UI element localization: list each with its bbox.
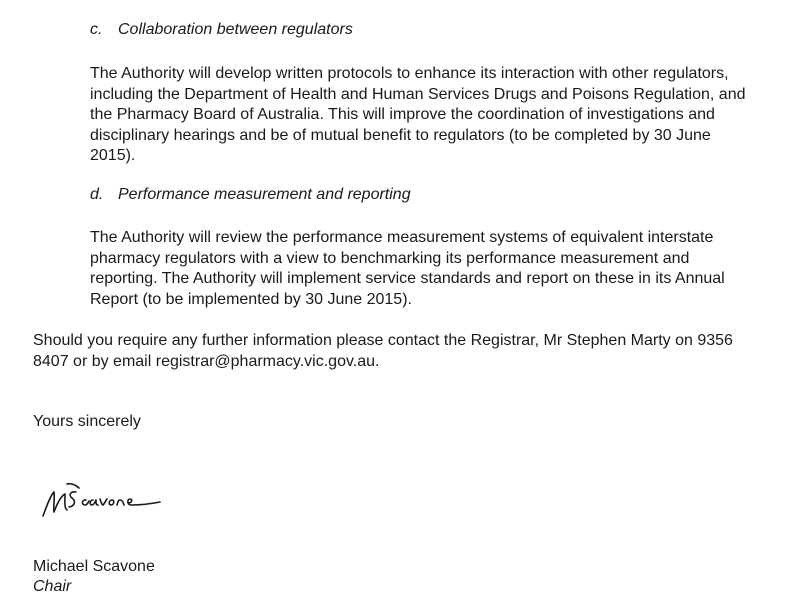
- section-c-heading: [90, 20, 353, 40]
- section-c-title: Collaboration between regulators: [118, 21, 353, 38]
- section-d-paragraph: [90, 228, 780, 310]
- section-d-letter: d.: [90, 186, 104, 203]
- closing-salutation: Yours sincerely: [33, 413, 141, 430]
- paragraph-line: disciplinary hearings and be of mutual benefit to regulators (to be completed by 30 June: [90, 126, 711, 144]
- paragraph-line: 2015).: [90, 147, 136, 164]
- paragraph-line: pharmacy regulators with a view to benchmarking its performance measurement and: [90, 249, 690, 267]
- section-c-letter: c.: [90, 21, 103, 38]
- paragraph-line: Report (to be implemented by 30 June 2015).: [90, 290, 412, 308]
- paragraph-line: The Authority will review the performance measurement systems of equivalent interstate: [90, 229, 714, 246]
- signer-title: Chair: [33, 578, 72, 595]
- section-d-heading: [90, 185, 411, 205]
- section-c-paragraph: [90, 64, 780, 167]
- handwritten-signature: [38, 478, 168, 522]
- paragraph-line: The Authority will develop written protocols to enhance its interaction with other regulators,: [90, 65, 729, 82]
- section-d-title: Performance measurement and reporting: [118, 186, 411, 203]
- contact-line: 8407 or by email registrar@pharmacy.vic.gov.au.: [33, 352, 380, 370]
- contact-line: Should you require any further information please contact the Registrar, Mr Stephen Marty on 9356: [33, 332, 733, 349]
- signer-name: Michael Scavone: [33, 558, 155, 575]
- contact-paragraph: [33, 331, 773, 372]
- paragraph-line: the Pharmacy Board of Australia. This will improve the coordination of investigations and: [90, 106, 715, 123]
- paragraph-line: reporting. The Authority will implement service standards and report on these in its Annual: [90, 270, 725, 287]
- paragraph-line: including the Department of Health and Human Services Drugs and Poisons Regulation, and: [90, 85, 746, 103]
